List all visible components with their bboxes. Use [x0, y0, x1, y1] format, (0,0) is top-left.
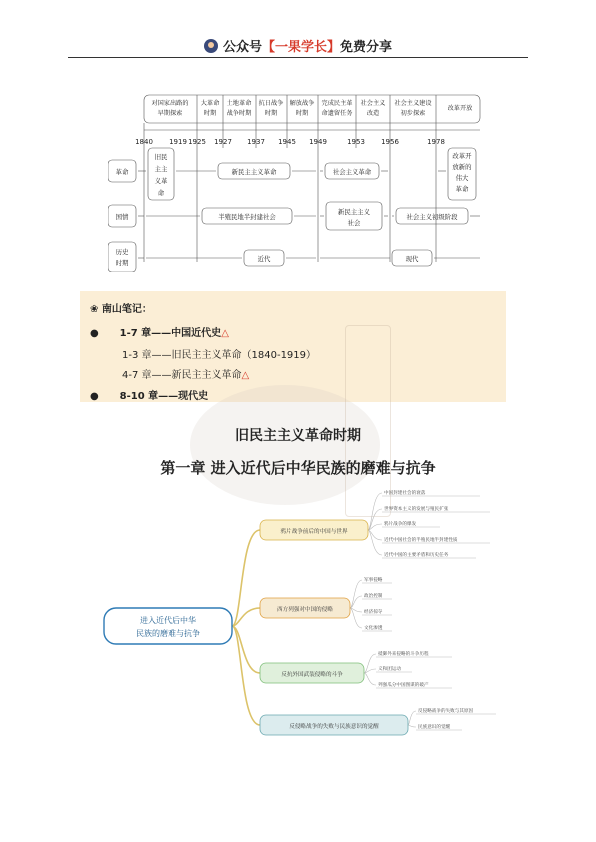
branch-label: 鸦片战争前后的中国与世界 — [280, 529, 348, 535]
era-label: 现代 — [405, 255, 419, 263]
leaf-label: 反侵略战争的失败与其原因 — [418, 709, 474, 714]
period-label: 解放战争 — [289, 100, 315, 107]
branch-label: 反侵略战争的失败与民族意识的觉醒 — [289, 724, 379, 730]
period-label: 抗日战争 — [258, 100, 284, 107]
notes-item: ● 1-7 章——中国近代史△ — [90, 328, 229, 339]
period-label: 土地革命 — [226, 100, 252, 107]
leaf-label: 世界资本主义的发展与殖民扩张 — [384, 507, 449, 512]
notes-title: 南山笔记： — [101, 304, 152, 315]
period-label: 改革开放 — [447, 105, 473, 112]
leaf-label: 军事侵略 — [364, 578, 383, 583]
period-label: 大革命 — [200, 100, 220, 107]
revolution-label: 放新的 — [452, 163, 472, 171]
state-label: 新民主主义 — [338, 208, 370, 216]
period-label: 社会主义建设 — [394, 100, 432, 107]
leaf-label: 中国封建社会的衰落 — [384, 491, 426, 496]
section-title: 旧民主主义革命时期 — [235, 428, 361, 444]
root-node — [104, 608, 232, 644]
root-label: 民族的磨难与抗争 — [136, 629, 200, 638]
leaf-label: 近代中国社会的半殖民地半封建性质 — [384, 538, 458, 543]
chapter-mindmap — [100, 480, 500, 750]
header-divider — [68, 57, 528, 58]
revolution-label: 旧民 — [154, 153, 168, 161]
leaf-label: 政治控制 — [364, 594, 383, 599]
row-label-era: 历史 — [115, 248, 129, 256]
revolution-label: 主主 — [154, 165, 168, 173]
year-label: 1927 — [214, 138, 232, 146]
flower-icon: ❀ — [90, 304, 102, 315]
header-prefix: 公众号 — [222, 40, 262, 55]
year-label: 1937 — [247, 138, 265, 146]
state-label: 半殖民地半封建社会 — [218, 213, 276, 221]
leaf-label: 抵御外来侵略的斗争历程 — [378, 652, 429, 657]
leaf-label: 民族意识的觉醒 — [418, 725, 451, 730]
year-label: 1925 — [188, 138, 206, 146]
row-label-state: 国情 — [115, 213, 129, 221]
revolution-label: 伟大 — [455, 174, 469, 182]
period-label: 改造 — [366, 110, 380, 117]
leaf-label: 义和团运动 — [378, 667, 401, 672]
state-label: 社会 — [347, 219, 361, 227]
year-label: 1953 — [347, 138, 365, 146]
leaf-label: 鸦片战争的爆发 — [384, 522, 417, 527]
page-header — [0, 36, 596, 55]
period-label: 社会主义 — [360, 100, 386, 107]
branch-label: 反抗外国武装侵略的斗争 — [281, 672, 343, 678]
leaf-label: 列强瓜分中国图谋的破产 — [378, 683, 429, 688]
year-label: 1956 — [381, 138, 399, 146]
leaf-label: 近代中国的主要矛盾和历史任务 — [384, 553, 449, 558]
era-label: 近代 — [257, 255, 271, 263]
revolution-label: 革命 — [455, 185, 469, 193]
period-label: 对国家出路的 — [151, 100, 189, 107]
row-label-era: 时期 — [115, 259, 129, 267]
period-label: 时期 — [295, 110, 309, 117]
chapter-title: 第一章 进入近代后中华民族的磨难与抗争 — [160, 459, 436, 477]
year-label: 1945 — [278, 138, 296, 146]
header-suffix: 免费分享 — [340, 40, 393, 55]
notes-heading — [90, 300, 152, 315]
notes-subitem: 4-7 章——新民主主义革命△ — [122, 370, 250, 381]
year-label: 1978 — [427, 138, 445, 146]
notes-subitem: 1-3 章——旧民主主义革命（1840-1919） — [122, 350, 317, 361]
period-label: 完成民主革 — [321, 100, 353, 107]
avatar-logo-icon — [204, 39, 218, 53]
period-label: 初步探索 — [400, 110, 426, 117]
revolution-label: 命 — [157, 189, 165, 197]
period-label: 命遗留任务 — [321, 110, 353, 117]
revolution-label: 义革 — [154, 177, 168, 185]
row-label-revolution: 革命 — [115, 168, 129, 176]
header-brand: 【一果学长】 — [261, 40, 340, 55]
revolution-label: 改革开 — [452, 152, 472, 160]
revolution-label: 社会主义革命 — [332, 168, 372, 176]
history-timeline — [108, 92, 492, 272]
triangle-icon: △ — [241, 370, 250, 381]
branch-label: 西方列强对中国的侵略 — [277, 607, 333, 613]
year-label: 1949 — [309, 138, 327, 146]
period-label: 时期 — [264, 110, 278, 117]
leaf-label: 经济掠夺 — [364, 610, 383, 615]
revolution-label: 新民主主义革命 — [231, 168, 277, 176]
year-label: 1840 — [135, 138, 153, 146]
period-label: 早期探索 — [157, 110, 183, 117]
period-label: 战争时期 — [226, 110, 252, 117]
leaf-label: 文化渗透 — [364, 626, 383, 631]
root-label: 进入近代后中华 — [140, 616, 196, 625]
period-label: 时期 — [203, 110, 217, 117]
year-label: 1919 — [169, 138, 187, 146]
state-label: 社会主义初级阶段 — [406, 213, 458, 221]
triangle-icon: △ — [221, 328, 229, 339]
notes-item: ● 8-10 章——现代史 — [90, 391, 209, 402]
